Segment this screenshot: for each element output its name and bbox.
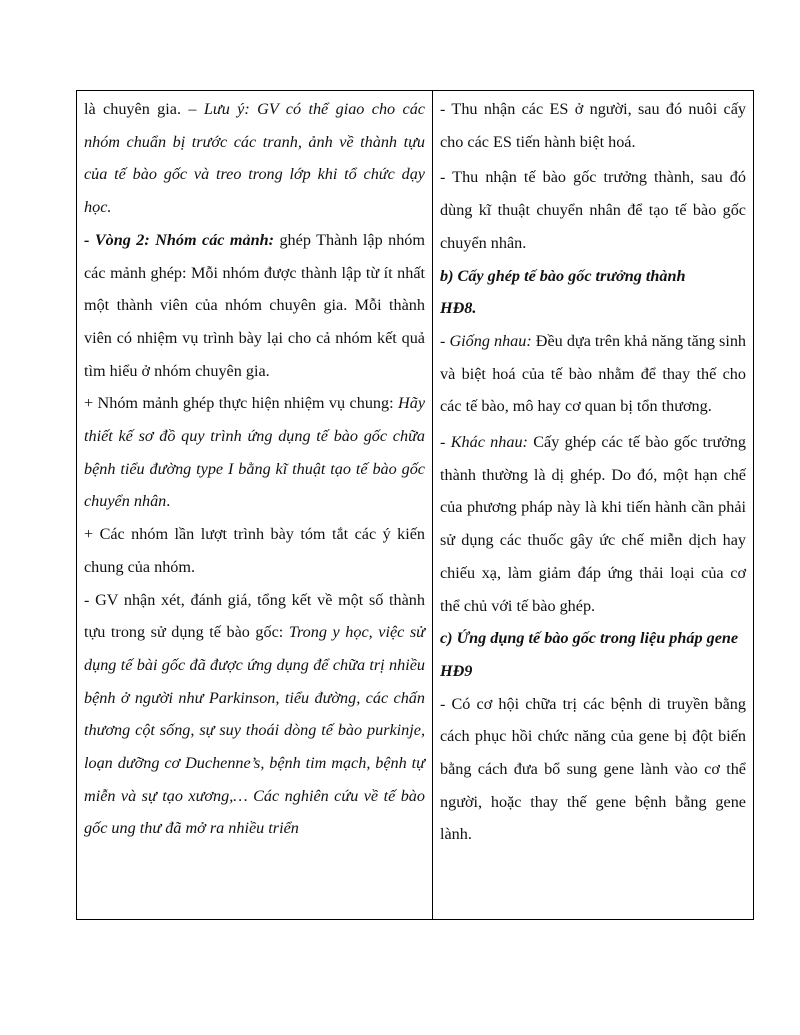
table-row <box>77 91 754 920</box>
lesson-table <box>76 90 754 920</box>
left-paragraph-1 <box>84 93 425 224</box>
left-paragraph-5 <box>84 584 425 846</box>
left-paragraph-4: + Các nhóm lần lượt trình bày tóm tắt các ý kiến chung của nhóm. <box>84 525 425 576</box>
note-label: Lưu ý: <box>203 100 250 118</box>
left-paragraph-3 <box>84 387 425 518</box>
right-paragraph-1: - Thu nhận các ES ở người, sau đó nuôi cấy cho các ES tiến hành biệt hoá. <box>440 100 746 151</box>
section-c-heading: c) Ứng dụng tế bào gốc trong liệu pháp gene <box>440 629 739 648</box>
right-paragraph-different <box>440 426 746 622</box>
dash-different: - <box>440 433 451 452</box>
left-paragraph-2 <box>84 224 425 388</box>
right-paragraph-2: - Thu nhận tế bào gốc trưởng thành, sau đó dùng kĩ thuật chuyển nhân để tạo tế bào gốc chuyển nhân. <box>440 168 746 252</box>
hd9-label: HĐ9 <box>440 661 473 680</box>
similar-label: Giống nhau: <box>449 331 532 350</box>
group-task-text: + Nhóm mảnh ghép thực hiện nhiệm vụ chung: <box>84 394 399 413</box>
right-paragraph-5: - Có cơ hội chữa trị các bệnh di truyền bằng cách phục hồi chức năng của gene bị đột biến bằng cách đưa bổ sung gene lành vào cơ thể người, hoặc thay thế gene bệnh bằng gene lành. <box>440 694 746 844</box>
similar-text: Đều dựa trên khả năng tăng sinh và biệt hoá của tế bào nhằm để thay thế cho các tế bào, mô hay cơ quan bị tổn thương. <box>440 331 747 416</box>
group-task-end: . <box>166 492 171 511</box>
section-b-heading: b) Cấy ghép tế bào gốc trưởng thành <box>440 266 686 285</box>
hd8-label: HĐ8. <box>440 299 477 318</box>
group-task-italic: Hãy thiết kế sơ đồ quy trình ứng dụng tế bào gốc chữa bệnh tiểu đường type I bằng kĩ thuật tạo tế bào gốc chuyển nhân <box>84 394 425 511</box>
right-column-cell <box>433 91 754 920</box>
right-paragraph-similar <box>440 325 746 423</box>
note-text: GV có thể giao cho các nhóm chuẩn bị trước các tranh, ảnh về thành tựu của tế bào gốc và treo trong lớp khi tổ chức dạy học. <box>84 100 425 217</box>
round-2-text: ghép Thành lập nhóm các mảnh ghép: Mỗi nhóm được thành lập từ ít nhất một thành viên của nhóm chuyên gia. Mỗi thành viên có nhiệm vụ trình bày lại cho cả nhóm kết quả tìm hiểu ở nhóm chuyên gia. <box>84 230 425 380</box>
teacher-summary-italic: Trong y học, việc sử dụng tế bài gốc đã được ứng dụng để chữa trị nhiều bệnh ở người như Parkinson, tiểu đường, các chấn thương cột sống, sự suy thoái dòng tế bào purkinje, loạn dưỡng cơ Duchenne’s, bệnh tim mạch, bệnh tự miễn và sự tạo xương,… Các nghiên cứu về tế bào gốc ung thư đã mở ra nhiều triển <box>84 623 426 838</box>
round-2-heading: - Vòng 2: Nhóm các mảnh: <box>84 230 275 249</box>
left-column-cell <box>77 91 433 920</box>
different-label: Khác nhau: <box>450 433 528 452</box>
different-text: Cấy ghép các tế bào gốc trưởng thành thường là dị ghép. Do đó, một hạn chế của phương pháp này là khi tiến hành cần phải sử dụng các thuốc gây ức chế miễn dịch hay chiếu xạ, làm giảm đáp ứng thải loại của cơ thể chủ với tế bào ghép. <box>440 433 747 615</box>
dash-similar: - <box>440 331 450 350</box>
intro-text: là chuyên gia. – <box>84 100 204 118</box>
teacher-summary-text: - GV nhận xét, đánh giá, tổng kết về một số thành tựu trong sử dụng tế bào gốc: <box>84 590 425 642</box>
